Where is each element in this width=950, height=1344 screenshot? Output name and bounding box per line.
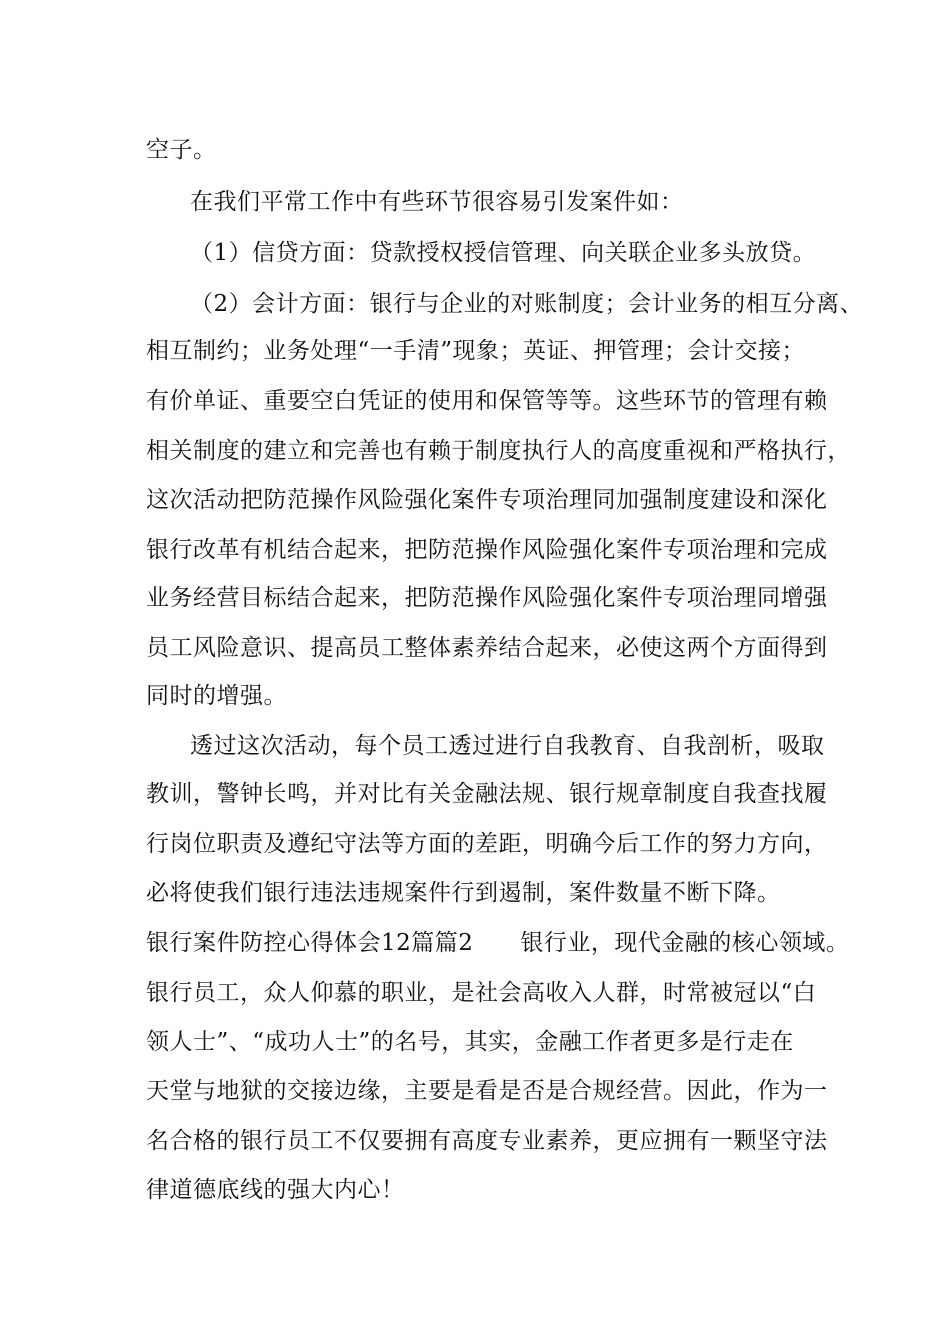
text-line: 行岗位职责及遵纪守法等方面的差距，明确今后工作的努力方向， <box>146 831 828 857</box>
text-line: （1）信贷方面：贷款授权授信管理、向关联企业多头放贷。 <box>190 240 817 266</box>
text-line: 在我们平常工作中有些环节很容易引发案件如： <box>190 189 684 215</box>
text-line: 名合格的银行员工不仅要拥有高度专业素养，更应拥有一颗坚守法 <box>146 1128 828 1154</box>
text-line: 员工风险意识、提高员工整体素养结合起来，必使这两个方面得到 <box>146 635 828 661</box>
text-line: 领人士”、“成功人士”的名号，其实，金融工作者更多是行走在 <box>146 1029 794 1055</box>
text-line: 教训，警钟长鸣，并对比有关金融法规、银行规章制度自我查找履 <box>146 781 828 807</box>
text-line: 必将使我们银行违法违规案件行到遏制，案件数量不断下降。 <box>146 880 781 906</box>
text-line: 透过这次活动，每个员工透过进行自我教育、自我剖析，吸取 <box>190 733 825 759</box>
text-line: 这次活动把防范操作风险强化案件专项治理同加强制度建设和深化 <box>146 487 828 513</box>
text-line: 业务经营目标结合起来，把防范操作风险强化案件专项治理同增强 <box>146 585 828 611</box>
text-line: 有价单证、重要空白凭证的使用和保管等等。这些环节的管理有赖 <box>146 388 828 414</box>
text-line: 天堂与地狱的交接边缘，主要是看是否是合规经营。因此，作为一 <box>146 1078 828 1104</box>
text-line: 空子。 <box>146 137 217 163</box>
text-line: 律道德底线的强大内心！ <box>146 1177 405 1203</box>
text-line: 同时的增强。 <box>146 683 287 709</box>
text-line: 银行案件防控心得体会12篇篇2 银行业，现代金融的核心领域。 <box>146 930 850 956</box>
text-line: 相关制度的建立和完善也有赖于制度执行人的高度重视和严格执行， <box>146 438 851 464</box>
text-line: 银行员工，众人仰慕的职业，是社会高收入人群，时常被冠以“白 <box>146 980 817 1006</box>
text-line: 银行改革有机结合起来，把防范操作风险强化案件专项治理和完成 <box>146 537 828 563</box>
text-line: 相互制约；业务处理“一手清”现象；英证、押管理；会计交接； <box>146 338 806 364</box>
text-line: （2）会计方面：银行与企业的对账制度；会计业务的相互分离、 <box>190 291 864 317</box>
